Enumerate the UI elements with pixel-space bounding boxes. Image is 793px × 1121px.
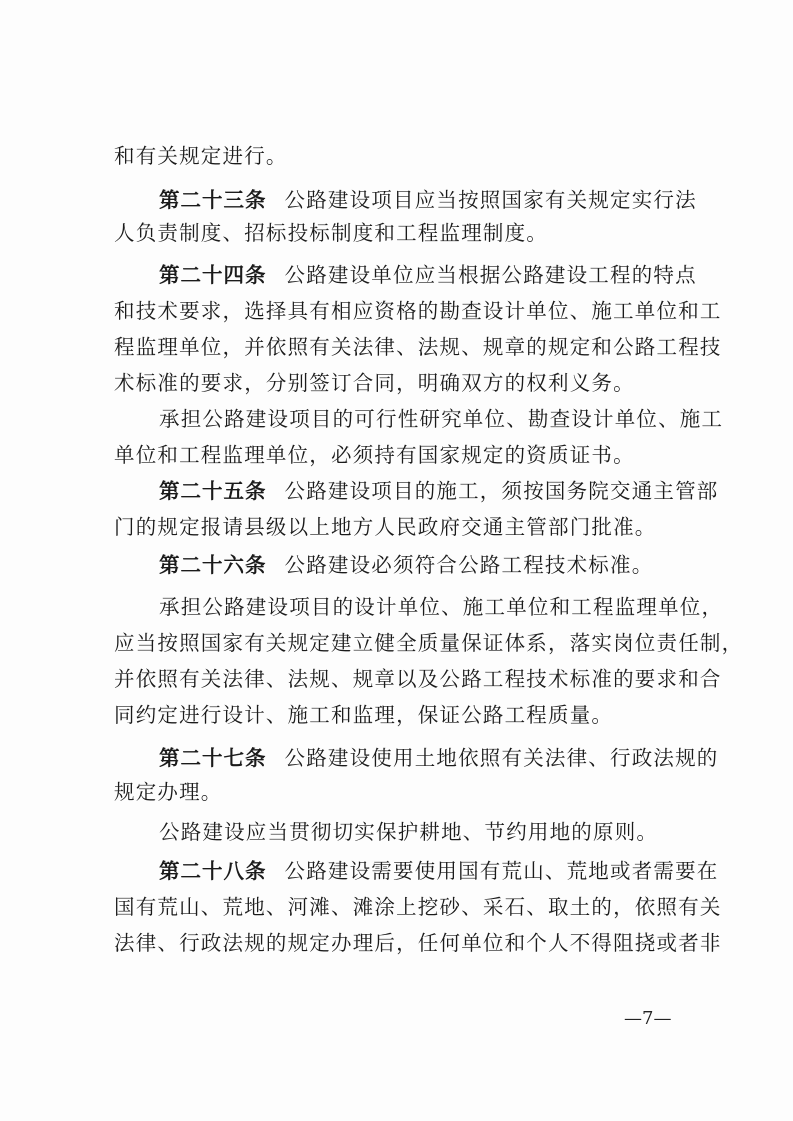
line-text: 并依照有关法律、法规、规章以及公路工程技术标准的要求和合: [114, 667, 722, 691]
text-line: [114, 298, 722, 324]
line-text: 公路建设应当贯彻切实保护耕地、节约用地的原则。: [159, 820, 659, 844]
line-text: 承担公路建设项目的设计单位、施工单位和工程监理单位，: [159, 595, 724, 619]
line-text: 术标准的要求，分别签订合同，明确双方的权利义务。: [114, 371, 635, 395]
text-line: [114, 514, 657, 540]
line-text: 国有荒山、荒地、河滩、滩涂上挖砂、采石、取土的，依照有关: [114, 895, 722, 919]
text-line: [114, 442, 635, 468]
text-line: [114, 702, 613, 728]
text-line: [114, 630, 743, 656]
line-text: 公路建设项目应当按照国家有关规定实行法: [284, 188, 697, 212]
line-text: 公路建设项目的施工，须按国务院交通主管部: [284, 479, 719, 503]
article-line: [159, 478, 719, 504]
line-text: 和有关规定进行。: [114, 144, 288, 168]
page-number: —7—: [624, 1008, 672, 1029]
article-line: [159, 262, 697, 288]
article-line: [159, 858, 719, 884]
article-line: [159, 552, 653, 578]
text-line: [114, 334, 722, 360]
article-line: [159, 187, 697, 213]
line-text: 同约定进行设计、施工和监理，保证公路工程质量。: [114, 703, 614, 727]
text-line: [114, 779, 223, 805]
line-text: 公路建设必须符合公路工程技术标准。: [284, 553, 654, 577]
text-line: [114, 370, 635, 396]
text-line: [114, 220, 548, 246]
line-text: 公路建设使用土地依照有关法律、行政法规的: [284, 746, 719, 770]
text-line: [114, 894, 722, 920]
line-text: 单位和工程监理单位，必须持有国家规定的资质证书。: [114, 443, 635, 467]
article-line: [159, 745, 719, 771]
article-number: 第二十四条: [159, 263, 267, 287]
article-number: 第二十五条: [159, 479, 267, 503]
text-line: [159, 406, 723, 432]
line-text: 公路建设需要使用国有荒山、荒地或者需要在: [284, 859, 719, 883]
line-text: 和技术要求，选择具有相应资格的勘查设计单位、施工单位和工: [114, 299, 722, 323]
article-number: 第二十三条: [159, 188, 267, 212]
line-text: 门的规定报请县级以上地方人民政府交通主管部门批准。: [114, 515, 657, 539]
line-text: 公路建设单位应当根据公路建设工程的特点: [284, 263, 697, 287]
text-line: [159, 819, 658, 845]
line-text: 法律、行政法规的规定办理后，任何单位和个人不得阻挠或者非: [114, 931, 722, 955]
article-number: 第二十六条: [159, 553, 267, 577]
line-text: 承担公路建设项目的可行性研究单位、勘查设计单位、施工: [159, 407, 724, 431]
line-text: 规定办理。: [114, 780, 223, 804]
text-line: [114, 930, 722, 956]
article-number: 第二十八条: [159, 859, 267, 883]
text-line: [159, 594, 723, 620]
text-line: [114, 143, 288, 169]
article-number: 第二十七条: [159, 746, 267, 770]
line-text: 应当按照国家有关规定建立健全质量保证体系，落实岗位责任制，: [114, 631, 744, 655]
line-text: 程监理单位，并依照有关法律、法规、规章的规定和公路工程技: [114, 335, 722, 359]
line-text: 人负责制度、招标投标制度和工程监理制度。: [114, 221, 548, 245]
text-line: [114, 666, 722, 692]
